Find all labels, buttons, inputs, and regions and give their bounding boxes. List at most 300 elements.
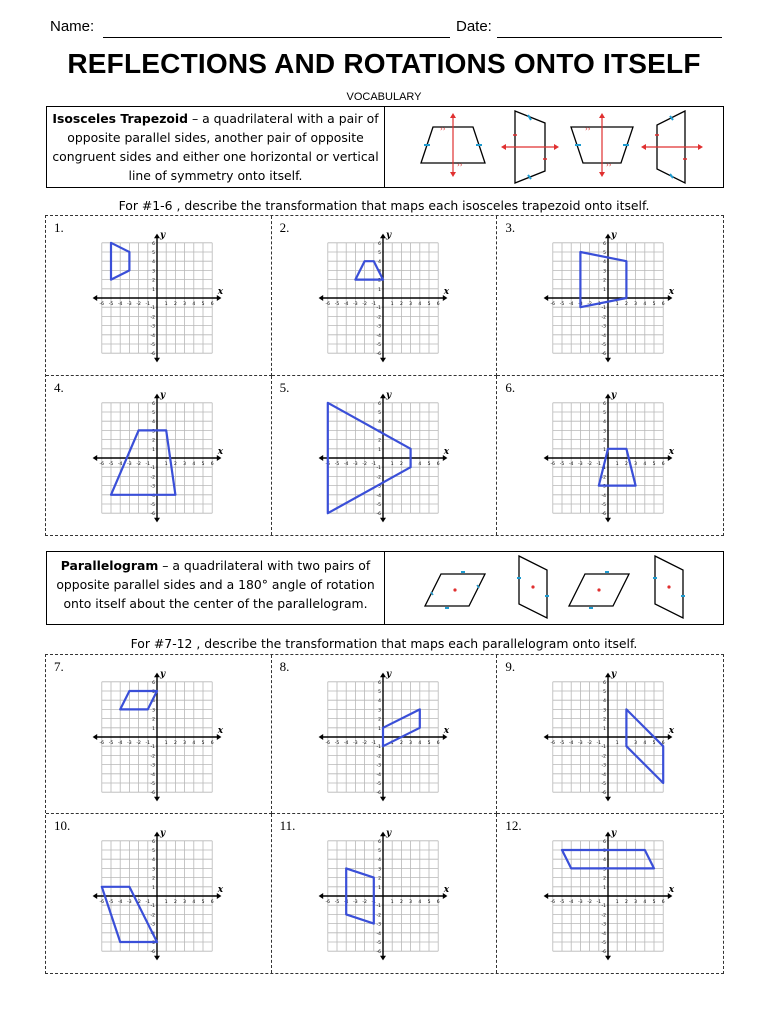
x-tick-label: -6 — [99, 741, 105, 746]
problem-cell[interactable] — [272, 376, 498, 536]
x-tick-label: -2 — [587, 900, 593, 905]
y-tick-label: 3 — [377, 269, 381, 275]
x-axis-arrow — [93, 455, 98, 461]
x-tick-label: -1 — [145, 302, 151, 307]
x-tick-label: 3 — [183, 900, 187, 905]
y-tick-label: -5 — [150, 502, 155, 508]
x-tick-label: 4 — [192, 461, 196, 467]
y-tick-label: -3 — [601, 922, 607, 928]
y-tick-label: 2 — [377, 876, 381, 882]
parallelogram-figure-3 — [569, 572, 629, 608]
x-tick-label: 1 — [390, 461, 394, 467]
trapezoid-vocab-box — [46, 106, 724, 188]
y-tick-label: 5 — [603, 410, 607, 416]
x-tick-label: 5 — [427, 302, 431, 307]
problem-number: 9. — [505, 659, 516, 674]
x-tick-label: 2 — [625, 302, 629, 307]
trapezoid-definition-text: – a quadrilateral with a pair of opposite parallel sides, another pair of opposite congruent sides and either one horizontal or vertical line of symmetry onto itself. — [52, 111, 379, 183]
y-tick-label: 1 — [377, 287, 381, 293]
x-axis-label: x — [443, 726, 449, 736]
x-tick-label: 3 — [634, 302, 638, 307]
y-axis-label: y — [611, 389, 617, 400]
y-tick-label: -1 — [601, 306, 607, 312]
problem-number: 10. — [54, 818, 71, 833]
y-tick-label: 5 — [603, 849, 607, 854]
y-axis-label: y — [160, 828, 166, 839]
y-tick-label: 1 — [152, 447, 155, 453]
problem-cell[interactable] — [46, 376, 272, 536]
y-tick-label: 2 — [152, 876, 155, 882]
x-tick-label: 1 — [164, 461, 168, 467]
name-label: Name: — [50, 18, 95, 35]
coordinate-plane — [46, 376, 271, 536]
y-tick-label: -6 — [376, 791, 381, 797]
x-tick-label: -1 — [371, 900, 376, 905]
x-tick-label: 6 — [662, 302, 665, 307]
problem-number: 8. — [279, 659, 290, 674]
y-tick-label: -2 — [601, 754, 607, 760]
x-tick-label: -5 — [108, 900, 114, 905]
y-tick-label: -2 — [601, 315, 607, 321]
trapezoid-problems-grid — [45, 215, 724, 536]
y-axis-arrow — [605, 956, 611, 961]
x-tick-label: 4 — [643, 302, 647, 307]
y-tick-label: 6 — [377, 241, 381, 247]
y-tick-label: -3 — [601, 763, 607, 769]
y-tick-label: 2 — [377, 438, 381, 444]
x-tick-label: 4 — [643, 900, 647, 905]
x-tick-label: -2 — [136, 900, 141, 905]
y-tick-label: 1 — [152, 287, 155, 293]
x-tick-label: -4 — [569, 461, 574, 467]
x-tick-label: 3 — [634, 900, 638, 905]
x-tick-label: 3 — [408, 741, 412, 746]
x-axis-label: x — [217, 885, 224, 895]
y-tick-label: -3 — [150, 763, 155, 769]
problem-cell[interactable] — [46, 216, 272, 376]
problem-cell[interactable] — [272, 814, 498, 973]
x-tick-label: 4 — [418, 741, 421, 746]
y-tick-label: -6 — [150, 511, 155, 517]
x-tick-label: -5 — [108, 461, 114, 467]
coordinate-plane — [46, 655, 271, 814]
y-tick-label: 2 — [152, 717, 155, 723]
y-axis-label: y — [611, 230, 617, 241]
y-tick-label: -2 — [150, 474, 155, 480]
x-tick-label: -6 — [325, 741, 330, 746]
x-tick-label: -3 — [352, 302, 358, 307]
x-tick-label: -2 — [362, 302, 367, 307]
y-tick-label: 2 — [603, 278, 607, 284]
y-tick-label: -2 — [376, 315, 381, 321]
x-axis-arrow — [318, 295, 323, 301]
x-tick-label: -3 — [352, 461, 358, 467]
y-tick-label: -3 — [150, 484, 155, 490]
x-tick-label: -5 — [108, 741, 114, 746]
trapezoid-symmetry-figures — [385, 107, 723, 187]
y-tick-label: 3 — [377, 708, 381, 714]
trapezoid-figure-2 — [501, 111, 559, 183]
y-axis-arrow — [380, 956, 386, 961]
x-tick-label: -2 — [136, 302, 141, 307]
x-tick-label: 1 — [164, 741, 168, 746]
problem-cell[interactable] — [272, 216, 498, 376]
trapezoid-figure-3 — [571, 113, 633, 177]
x-tick-label: 5 — [201, 461, 205, 467]
y-tick-label: 6 — [152, 680, 155, 686]
x-tick-label: -3 — [578, 900, 583, 905]
y-tick-label: 3 — [152, 428, 155, 434]
y-tick-label: -2 — [150, 754, 155, 760]
problem-number: 5. — [279, 379, 290, 395]
trapezoid-term: Isosceles Trapezoid — [52, 111, 189, 126]
svg-text:››: ›› — [606, 161, 612, 169]
y-axis-label: y — [385, 389, 391, 400]
worksheet-title: REFLECTIONS AND ROTATIONS ONTO ITSELF — [67, 48, 701, 79]
y-axis-arrow — [605, 358, 611, 363]
x-tick-label: -6 — [550, 302, 556, 307]
x-tick-label: -4 — [343, 900, 349, 905]
x-tick-label: -1 — [145, 741, 151, 746]
x-tick-label: 5 — [201, 900, 205, 905]
y-tick-label: -4 — [601, 772, 607, 778]
x-tick-label: 1 — [616, 461, 619, 467]
x-tick-label: -5 — [334, 302, 339, 307]
x-tick-label: -2 — [362, 741, 367, 746]
x-tick-label: -1 — [145, 900, 151, 905]
x-tick-label: -4 — [343, 741, 349, 746]
trapezoid-figure-1 — [421, 113, 485, 177]
x-tick-label: -3 — [127, 302, 132, 307]
x-axis-label: x — [443, 287, 449, 297]
x-tick-label: 5 — [652, 900, 656, 905]
x-tick-label: 1 — [616, 741, 619, 746]
y-tick-label: 4 — [603, 858, 607, 864]
x-axis-label: x — [443, 885, 449, 895]
x-tick-label: 6 — [662, 900, 665, 905]
y-tick-label: -3 — [376, 763, 381, 769]
y-tick-label: -6 — [601, 511, 607, 517]
y-tick-label: -4 — [601, 931, 607, 937]
y-tick-label: -5 — [376, 782, 381, 787]
coordinate-plane — [46, 216, 271, 376]
y-tick-label: -5 — [376, 343, 381, 348]
x-tick-label: 3 — [408, 900, 412, 905]
y-tick-label: -4 — [150, 772, 155, 778]
x-tick-label: 2 — [399, 461, 403, 467]
y-tick-label: -4 — [150, 333, 155, 339]
y-axis-arrow — [380, 358, 386, 363]
x-tick-label: -1 — [145, 461, 151, 467]
parallelogram-problems-grid — [45, 654, 724, 974]
y-tick-label: 6 — [603, 401, 607, 407]
y-axis-arrow — [380, 797, 386, 802]
y-tick-label: -3 — [376, 324, 381, 330]
y-tick-label: -4 — [601, 493, 607, 499]
parallelogram-definition-text: – a quadrilateral with two pairs of opposite parallel sides and a 180° angle of rotation onto itself about the center of the parallelogram. — [56, 558, 375, 611]
x-tick-label: -4 — [117, 461, 123, 467]
x-tick-label: -3 — [127, 741, 132, 746]
svg-text:››: ›› — [585, 125, 591, 133]
y-tick-label: -5 — [150, 782, 155, 787]
y-tick-label: -1 — [376, 465, 381, 471]
x-tick-label: 3 — [183, 461, 187, 467]
x-tick-label: 3 — [634, 461, 638, 467]
x-axis-label: x — [217, 446, 224, 457]
x-tick-label: -4 — [569, 302, 574, 307]
y-tick-label: -2 — [601, 913, 607, 919]
x-tick-label: 2 — [625, 900, 629, 905]
y-tick-label: -3 — [376, 922, 381, 928]
x-tick-label: -1 — [371, 461, 376, 467]
x-tick-label: 1 — [164, 302, 168, 307]
y-tick-label: 5 — [603, 690, 607, 695]
x-tick-label: 2 — [173, 461, 177, 467]
x-axis-arrow — [93, 893, 98, 899]
x-tick-label: -3 — [578, 461, 583, 467]
x-axis-label: x — [669, 885, 675, 895]
x-tick-label: -2 — [587, 302, 593, 307]
y-tick-label: 2 — [152, 438, 155, 444]
x-tick-label: 3 — [183, 302, 187, 307]
y-tick-label: -2 — [376, 754, 381, 760]
y-tick-label: -2 — [376, 913, 381, 919]
trapezoid-instructions: For #1-6 , describe the transformation that maps each isosceles trapezoid onto itself. — [118, 198, 650, 213]
y-tick-label: 6 — [152, 839, 155, 845]
x-tick-label: 4 — [192, 900, 196, 905]
x-tick-label: 1 — [164, 900, 168, 905]
y-tick-label: -1 — [150, 904, 155, 910]
x-tick-label: -6 — [325, 900, 330, 905]
x-axis-label: x — [217, 726, 224, 736]
y-tick-label: -1 — [150, 745, 155, 751]
y-tick-label: 5 — [152, 251, 155, 256]
parallelogram-figure-1 — [425, 572, 485, 608]
y-tick-label: 5 — [152, 410, 155, 416]
coordinate-plane — [272, 655, 497, 814]
y-tick-label: -6 — [150, 791, 155, 797]
y-tick-label: -6 — [150, 352, 155, 358]
y-tick-label: 3 — [152, 269, 155, 275]
x-tick-label: -1 — [596, 741, 602, 746]
y-axis-label: y — [385, 669, 391, 680]
problem-cell[interactable] — [497, 655, 723, 814]
y-tick-label: 2 — [603, 438, 607, 444]
y-axis-arrow — [605, 517, 611, 522]
x-tick-label: 6 — [210, 900, 214, 905]
y-tick-label: -5 — [150, 941, 155, 946]
x-tick-label: 5 — [201, 302, 205, 307]
x-tick-label: 4 — [192, 741, 196, 746]
parallelogram-figure-2 — [517, 556, 549, 618]
x-tick-label: 2 — [625, 461, 629, 467]
x-axis-label: x — [669, 446, 675, 457]
x-tick-label: -3 — [352, 900, 358, 905]
x-tick-label: 5 — [427, 900, 431, 905]
y-tick-label: 4 — [152, 699, 155, 705]
y-tick-label: 3 — [603, 269, 607, 275]
coordinate-plane — [497, 376, 722, 536]
y-tick-label: -1 — [376, 306, 381, 312]
x-tick-label: -2 — [136, 741, 141, 746]
problem-number: 6. — [505, 379, 516, 395]
x-tick-label: 1 — [390, 302, 394, 307]
parallelogram-term: Parallelogram — [60, 558, 159, 573]
y-tick-label: -1 — [601, 465, 607, 471]
x-tick-label: -6 — [99, 900, 105, 905]
y-tick-label: 6 — [603, 241, 607, 247]
parallelogram-definition — [47, 552, 385, 624]
x-tick-label: -5 — [334, 741, 339, 746]
x-tick-label: 4 — [643, 461, 647, 467]
x-axis-arrow — [318, 893, 323, 899]
y-axis-arrow — [380, 517, 386, 522]
coordinate-plane — [272, 814, 497, 973]
problem-cell[interactable] — [46, 814, 272, 973]
x-axis-arrow — [544, 734, 549, 740]
y-tick-label: -6 — [376, 950, 381, 956]
x-tick-label: 2 — [173, 900, 177, 905]
parallelogram-figure-4 — [653, 556, 685, 618]
y-tick-label: -6 — [601, 791, 607, 797]
y-tick-label: 3 — [152, 708, 155, 714]
y-tick-label: 1 — [152, 885, 155, 891]
y-tick-label: 6 — [377, 839, 381, 845]
x-tick-label: -5 — [560, 461, 565, 467]
x-tick-label: -5 — [108, 302, 114, 307]
x-axis-label: x — [217, 287, 224, 297]
x-axis-arrow — [318, 734, 323, 740]
y-tick-label: -5 — [376, 941, 381, 946]
y-tick-label: -6 — [601, 352, 607, 358]
problem-cell[interactable] — [497, 216, 723, 376]
y-tick-label: -1 — [601, 745, 607, 751]
y-tick-label: 5 — [377, 251, 381, 256]
x-tick-label: -4 — [343, 461, 349, 467]
x-tick-label: 6 — [436, 302, 440, 307]
x-tick-label: 5 — [652, 741, 656, 746]
x-tick-label: -3 — [578, 741, 583, 746]
problem-cell[interactable] — [497, 376, 723, 536]
y-tick-label: 4 — [603, 260, 607, 266]
x-tick-label: -2 — [587, 741, 593, 746]
y-tick-label: 1 — [603, 726, 607, 732]
x-tick-label: 2 — [399, 741, 403, 746]
y-tick-label: -4 — [150, 493, 155, 499]
problem-cell[interactable] — [497, 814, 723, 973]
y-tick-label: 1 — [377, 885, 381, 891]
problem-number: 3. — [505, 220, 516, 235]
y-tick-label: 1 — [603, 885, 607, 891]
y-tick-label: 1 — [603, 447, 607, 453]
x-tick-label: 2 — [399, 900, 403, 905]
y-axis-label: y — [611, 669, 617, 680]
coordinate-plane — [272, 216, 497, 376]
y-tick-label: 1 — [377, 447, 381, 453]
x-tick-label: -1 — [371, 302, 376, 307]
svg-text:››: ›› — [440, 125, 446, 133]
x-tick-label: -6 — [550, 900, 556, 905]
x-tick-label: -1 — [596, 461, 602, 467]
problem-cell[interactable] — [272, 655, 498, 814]
y-tick-label: 4 — [377, 699, 381, 705]
parallelogram-vocab-box — [46, 551, 724, 625]
x-tick-label: -6 — [99, 461, 105, 467]
x-tick-label: -5 — [560, 900, 565, 905]
y-tick-label: 5 — [152, 849, 155, 854]
x-tick-label: 6 — [210, 741, 214, 746]
y-tick-label: -3 — [376, 484, 381, 490]
problem-number: 4. — [54, 379, 64, 395]
y-axis-arrow — [154, 956, 160, 961]
x-tick-label: -1 — [596, 900, 602, 905]
trapezoid-figure-4 — [641, 111, 703, 183]
y-axis-label: y — [611, 828, 617, 839]
x-tick-label: -5 — [560, 302, 565, 307]
y-axis-arrow — [154, 797, 160, 802]
x-tick-label: 6 — [436, 900, 440, 905]
y-tick-label: 6 — [603, 839, 607, 845]
trapezoid-definition — [47, 107, 385, 187]
y-tick-label: 4 — [377, 858, 381, 864]
y-tick-label: -5 — [150, 343, 155, 348]
x-tick-label: 2 — [625, 741, 629, 746]
x-tick-label: -1 — [596, 302, 602, 307]
y-tick-label: 1 — [152, 726, 155, 732]
y-tick-label: 3 — [603, 428, 607, 434]
x-tick-label: 5 — [201, 741, 205, 746]
x-tick-label: 6 — [436, 741, 440, 746]
x-tick-label: 4 — [643, 741, 647, 746]
x-axis-arrow — [93, 734, 98, 740]
problem-cell[interactable] — [46, 655, 272, 814]
y-tick-label: 4 — [603, 419, 607, 425]
name-blank-line[interactable] — [103, 37, 450, 38]
y-tick-label: -3 — [150, 922, 155, 928]
x-tick-label: -2 — [362, 900, 367, 905]
y-tick-label: -1 — [376, 904, 381, 910]
x-tick-label: 2 — [173, 741, 177, 746]
y-tick-label: -4 — [150, 931, 155, 937]
y-tick-label: -6 — [376, 352, 381, 358]
x-axis-arrow — [93, 295, 98, 301]
x-tick-label: 5 — [427, 741, 431, 746]
vocabulary-label: VOCABULARY — [346, 91, 422, 103]
problem-number: 12. — [505, 818, 522, 833]
date-blank-line[interactable] — [497, 37, 722, 38]
y-axis-label: y — [160, 230, 166, 241]
y-axis-label: y — [385, 828, 391, 839]
x-tick-label: -6 — [325, 461, 330, 467]
y-axis-label: y — [385, 230, 391, 241]
y-tick-label: 2 — [377, 717, 381, 723]
x-tick-label: -3 — [127, 900, 132, 905]
y-tick-label: -4 — [376, 772, 381, 778]
y-tick-label: 2 — [152, 278, 155, 284]
coordinate-plane — [497, 814, 722, 973]
x-tick-label: 4 — [192, 302, 196, 307]
y-tick-label: -4 — [376, 333, 381, 339]
x-tick-label: -1 — [371, 741, 376, 746]
x-tick-label: 1 — [390, 741, 394, 746]
x-axis-label: x — [669, 287, 675, 297]
x-axis-label: x — [443, 446, 449, 457]
y-axis-arrow — [154, 517, 160, 522]
y-tick-label: 6 — [377, 680, 381, 686]
y-tick-label: 6 — [377, 401, 381, 407]
y-tick-label: -2 — [150, 315, 155, 321]
x-tick-label: 4 — [418, 461, 421, 467]
